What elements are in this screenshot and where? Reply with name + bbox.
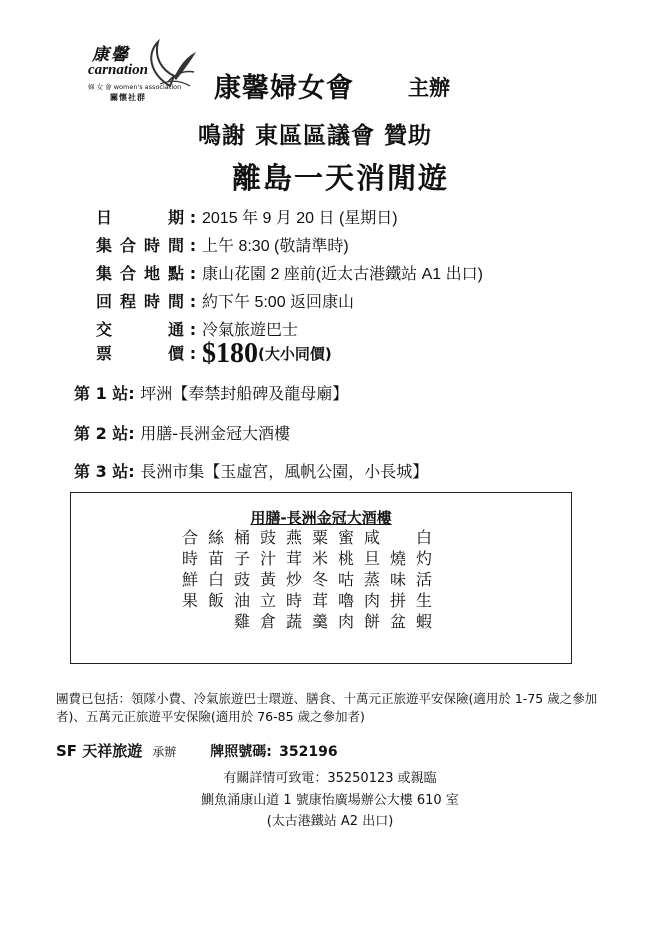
menu-dish: 燒 味 拼 盆 (389, 549, 406, 631)
detail-value: 約下午 5:00 返回康山 (202, 294, 355, 311)
license-number: 352196 (279, 744, 338, 760)
stop-value: 用膳-長洲金冠大酒樓 (140, 424, 291, 443)
contact-station-line: (太古港鐵站 A2 出口) (266, 814, 394, 829)
fee-included-note: 團費已包括：領隊小費、冷氣旅遊巴士環遊、膳食、十萬元正旅遊平安保險(適用於 1-75 歲之參加者)、五萬元正旅遊平安保險(適用於 76-85 歲之參加者) (56, 691, 598, 724)
price-amount: $180 (202, 338, 258, 369)
license-label: 牌照號碼: (210, 744, 272, 760)
event-title: 離島一天消閒遊 (232, 161, 450, 195)
agency-name: SF 天祥旅遊 (56, 742, 143, 760)
detail-transport: 交通 : 冷氣旅遊巴士 (96, 317, 298, 340)
logo-subtitle: 婦 女 會 women's association (88, 83, 182, 91)
stop-label: 第 3 站: (74, 462, 135, 481)
detail-value: 上午 8:30 (敬請準時) (202, 238, 349, 255)
detail-price: 票價 : $180(大小同價) (96, 338, 332, 369)
detail-label: 集合地點 (96, 264, 184, 283)
menu-dish: 合 時 鮮 果 (181, 528, 198, 610)
association-logo (80, 40, 195, 118)
stop-value: 坪洲【奉禁封船碑及龍母廟】 (140, 384, 349, 403)
detail-label: 回程時間 (96, 292, 184, 311)
menu-dish: 絲 苗 白 飯 (207, 528, 224, 610)
agency-role: 承辦 (152, 745, 177, 759)
sponsor-line: 鳴謝 東區區議會 贊助 (198, 123, 433, 149)
detail-value: 康山花園 2 座前(近太古港鐵站 A1 出口) (202, 266, 483, 283)
price-note: (大小同價) (258, 345, 332, 363)
detail-gather-time: 集合時間 : 上午 8:30 (敬請準時) (96, 233, 349, 256)
bird-emblem-icon (140, 34, 200, 94)
menu-dish: 豉 汁 黃 立 倉 (259, 528, 276, 631)
logo-motto: 關懷社群 (110, 93, 146, 102)
stop-1 (74, 381, 348, 404)
logo-english-name: carnation (88, 62, 149, 78)
menu-dish: 蜜 桃 咕 嚕 肉 (337, 528, 354, 631)
logo-chinese-name: 康馨 (92, 45, 130, 65)
travel-agency (56, 740, 338, 761)
organizer-suffix: 主辦 (408, 76, 450, 100)
detail-value: 冷氣旅遊巴士 (202, 322, 299, 339)
menu-title: 用膳-長洲金冠大酒樓 (250, 509, 392, 527)
menu-dish: 粟 米 冬 茸 羹 (311, 528, 328, 631)
detail-gather-place: 集合地點 : 康山花園 2 座前(近太古港鐵站 A1 出口) (96, 261, 483, 284)
stop-2 (74, 421, 290, 444)
detail-label: 集合時間 (96, 236, 184, 255)
menu-dish: 燕 茸 炒 時 蔬 (285, 528, 302, 631)
stop-label: 第 2 站: (74, 424, 135, 443)
stop-3 (74, 459, 428, 482)
menu-dish-grid (179, 527, 439, 637)
menu-box (70, 492, 572, 664)
stop-value: 長洲市集【玉虛宮，風帆公園，小長城】 (140, 462, 429, 481)
detail-label: 日期 (96, 208, 184, 227)
menu-dish: 桶 子 豉 油 雞 (233, 528, 250, 631)
contact-address-line: 鰂魚涌康山道 1 號康怡廣場辦公大樓 610 室 (201, 793, 459, 808)
contact-phone-line: 有關詳情可致電：35250123 或親臨 (223, 771, 437, 786)
menu-dish: 白 灼 活 生 蝦 (415, 528, 432, 631)
detail-value: 2015 年 9 月 20 日 (星期日) (202, 210, 398, 227)
price-label: 票價 (96, 344, 184, 363)
detail-label: 交通 (96, 320, 184, 339)
menu-dish: 咸 旦 蒸 肉 餅 (363, 528, 380, 631)
detail-date: 日期 : 2015 年 9 月 20 日 (星期日) (96, 205, 398, 228)
detail-return-time: 回程時間 : 約下午 5:00 返回康山 (96, 289, 354, 312)
stop-label: 第 1 站: (74, 384, 135, 403)
organizer-name: 康馨婦女會 (214, 73, 354, 104)
